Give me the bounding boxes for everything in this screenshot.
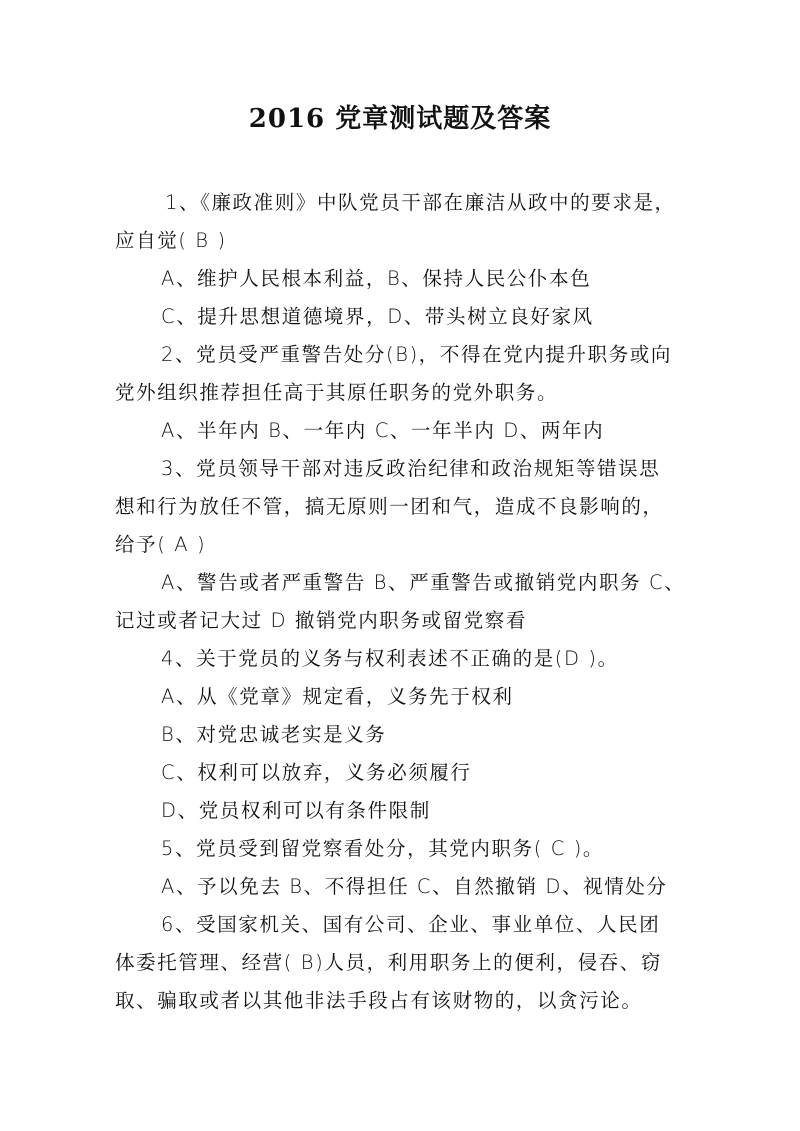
question-2-line-1: 2、党员受严重警告处分(B)，不得在党内提升职务或向	[161, 343, 672, 366]
question-1-options-cd: C、提升思想道德境界，D、带头树立良好家风	[161, 305, 594, 328]
question-3-line-1: 3、党员领导干部对违反政治纪律和政治规矩等错误思	[161, 457, 661, 480]
question-4-option-d: D、党员权利可以有条件限制	[161, 799, 431, 822]
question-4-option-a: A、从《党章》规定看，义务先于权利	[161, 685, 514, 708]
question-4-option-c: C、权利可以放弃，义务必须履行	[161, 761, 472, 784]
question-4-line-1: 4、关于党员的义务与权利表述不正确的是(D )。	[161, 647, 619, 670]
question-2-options: A、半年内 B、一年内 C、一年半内 D、两年内	[161, 419, 605, 442]
question-1-options-ab: A、维护人民根本利益，B、保持人民公仆本色	[161, 267, 592, 290]
document-body	[115, 184, 690, 1020]
question-4-option-b: B、对党忠诚老实是义务	[161, 723, 387, 746]
question-5-options: A、予以免去 B、不得担任 C、自然撤销 D、视情处分	[161, 875, 668, 898]
question-3-line-2: 想和行为放任不管，搞无原则一团和气，造成不良影响的，	[115, 495, 664, 518]
question-1-line-1: 1、《廉政准则》中队党员干部在廉洁从政中的要求是，	[165, 191, 676, 214]
question-3-options-line-2: 记过或者记大过 D 撤销党内职务或留党察看	[115, 609, 528, 632]
question-3-options-line-1: A、警告或者严重警告 B、严重警告或撤销党内职务 C、	[161, 571, 686, 594]
question-6-line-3: 取、骗取或者以其他非法手段占有该财物的，以贪污论。	[115, 989, 643, 1012]
question-1-line-2: 应自觉( B )	[115, 229, 227, 252]
question-3-line-3: 给予( A )	[115, 533, 207, 556]
question-2-line-2: 党外组织推荐担任高于其原任职务的党外职务。	[115, 381, 559, 404]
question-6-line-1: 6、受国家机关、国有公司、企业、事业单位、人民团	[161, 913, 661, 936]
page-title: 2016 党章测试题及答案	[248, 104, 552, 134]
question-6-line-2: 体委托管理、经营( B)人员，利用职务上的便利，侵吞、窃	[115, 951, 662, 974]
question-5-line-1: 5、党员受到留党察看处分，其党内职务( C )。	[161, 837, 605, 860]
